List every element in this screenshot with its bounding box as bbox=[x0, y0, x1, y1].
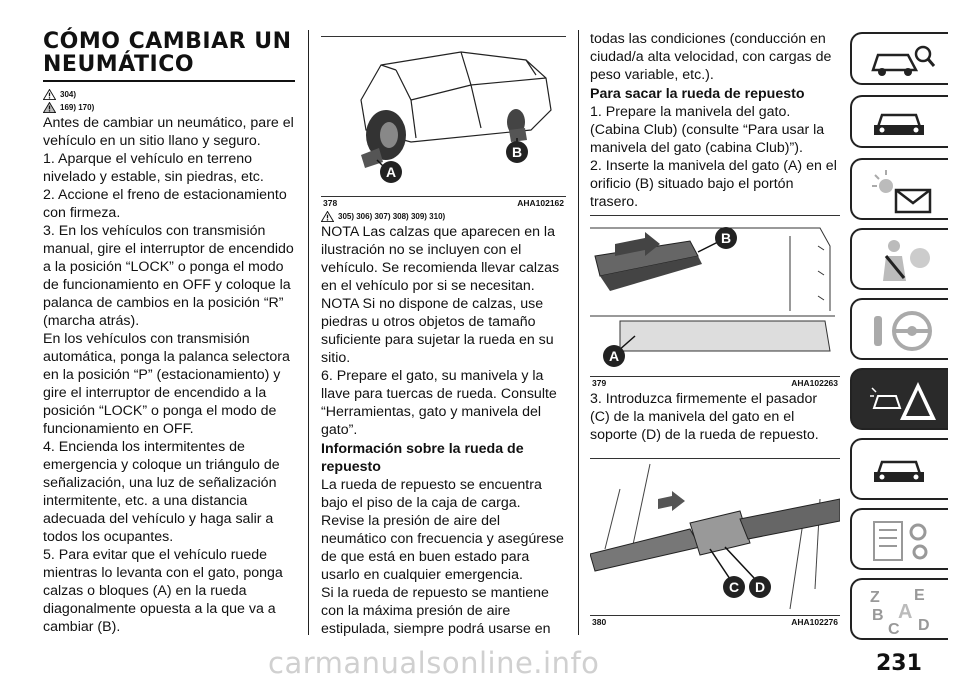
title-underline bbox=[43, 80, 295, 82]
step-1: 1. Aparque el vehículo en terreno nivelado y estable, sin piedras, etc. bbox=[43, 151, 264, 185]
figure-code: AHA102263 bbox=[791, 378, 838, 388]
tab-maintenance[interactable] bbox=[850, 438, 948, 500]
figure-caption bbox=[321, 197, 566, 208]
step-2: 2. Accione el freno de estacionamiento con firmeza. bbox=[43, 187, 287, 221]
figure-380 bbox=[590, 458, 840, 616]
warning-ref: 305) 306) 307) 308) 309) 310) bbox=[321, 210, 566, 223]
paragraph: Antes de cambiar un neumático, pare el vehículo en un sitio llano y seguro. bbox=[43, 115, 294, 149]
step-6: 6. Prepare el gato, su manivela y la llave para tuercas de rueda. Consulte “Herramientas, gato y manivela del gato”. bbox=[321, 368, 557, 438]
tab-warning-lights[interactable] bbox=[850, 158, 948, 220]
car-search-icon bbox=[868, 40, 938, 80]
section-heading: Información sobre la rueda de repuesto bbox=[321, 441, 524, 475]
page-number: 231 bbox=[876, 651, 922, 676]
car-front-icon bbox=[868, 103, 938, 143]
warning-ref: 304) bbox=[43, 88, 295, 101]
spare-wheel-pin-illustration bbox=[590, 459, 840, 615]
callout-a: A bbox=[608, 348, 620, 364]
step-1: 1. Prepare la manivela del gato. (Cabina Club) (consulte “Para usar la manivela del gato (cabina Club)”). bbox=[590, 104, 825, 156]
svg-text:E: E bbox=[914, 587, 925, 604]
warning-light-message-icon bbox=[868, 166, 938, 216]
column-divider bbox=[308, 30, 309, 635]
step-5: 5. Para evitar que el vehículo ruede mientras lo levanta con el gato, ponga calzas o bloques (A) en la rueda diagonalmente opuesta a la que va a cambiar (B). bbox=[43, 547, 283, 635]
jack-handle-insertion-illustration bbox=[590, 216, 840, 376]
step-4: 4. Encienda los intermitentes de emergencia y coloque un triángulo de señalización, una luz de señalización intermitente, etc. a una distancia adecuada del vehículo y haga salir a todos los ocupantes. bbox=[43, 439, 280, 545]
warning-triangle-icon bbox=[321, 211, 334, 222]
key-steering-wheel-icon bbox=[868, 306, 938, 356]
figure-number: 379 bbox=[592, 378, 607, 388]
step-3: 3. Introduzca firmemente el pasador (C) de la manivela del gato en el soporte (D) de la rueda de repuesto. bbox=[590, 391, 819, 443]
figure-378 bbox=[321, 30, 566, 197]
note-2: NOTA Si no dispone de calzas, use piedras u otros objetos de tamaño suficiente para sujetar la rueda en su sitio. bbox=[321, 296, 554, 366]
tab-vehicle-info[interactable] bbox=[850, 95, 948, 148]
column-3 bbox=[590, 30, 840, 627]
tab-technical-data[interactable] bbox=[850, 508, 948, 570]
column-divider bbox=[578, 30, 579, 635]
figure-379 bbox=[590, 215, 840, 377]
svg-text:A: A bbox=[898, 601, 913, 623]
paragraph: En los vehículos con transmisión automática, ponga la palanca selectora en la posición “P” (estacionamiento) y gire el interruptor de encendido a la posición “LOCK” o ponga el modo de funcionamiento en OFF. bbox=[43, 331, 290, 437]
paragraph: todas las condiciones (conducción en ciudad/a alta velocidad, con cargas de peso variable, etc.). bbox=[590, 31, 832, 83]
truck-wheel-chock-illustration bbox=[321, 30, 566, 195]
figure-caption bbox=[590, 616, 840, 627]
figure-code: AHA102276 bbox=[791, 617, 838, 627]
tab-vehicle-overview[interactable] bbox=[850, 32, 948, 85]
callout-a: A bbox=[385, 164, 397, 180]
specifications-gear-icon bbox=[868, 516, 938, 566]
tab-emergency[interactable] bbox=[850, 368, 948, 430]
caution-triangle-icon bbox=[43, 102, 56, 113]
svg-text:C: C bbox=[888, 621, 900, 636]
figure-number: 378 bbox=[323, 198, 338, 208]
svg-text:Z: Z bbox=[870, 589, 880, 606]
column-1 bbox=[43, 30, 295, 636]
seatbelt-airbag-icon bbox=[868, 236, 938, 286]
step-2: 2. Inserte la manivela del gato (A) en el orificio (B) situado bajo el portón trasero. bbox=[590, 158, 837, 210]
page-title: CÓMO CAMBIAR UN NEUMÁTICO bbox=[43, 29, 292, 77]
tab-safety[interactable] bbox=[850, 228, 948, 290]
svg-text:B: B bbox=[872, 607, 884, 624]
figure-number: 380 bbox=[592, 617, 607, 627]
emergency-warning-icon bbox=[868, 376, 938, 426]
tab-driving[interactable] bbox=[850, 298, 948, 360]
watermark: carmanualsonline.info bbox=[268, 646, 600, 680]
step-3: 3. En los vehículos con transmisión manual, gire el interruptor de encendido a la posición “LOCK” o ponga el modo de funcionamiento en OFF y coloque la palanca de cambios en la posición “R” (marcha atrás). bbox=[43, 223, 294, 329]
paragraph: Si la rueda de repuesto se mantiene con la máxima presión de aire estipulada, siempre podrá usarse en bbox=[321, 585, 551, 637]
tab-index[interactable] bbox=[850, 578, 948, 640]
callout-b: B bbox=[511, 144, 523, 160]
alphabet-index-icon bbox=[868, 586, 938, 636]
column-2 bbox=[321, 30, 566, 638]
callout-d: D bbox=[754, 579, 766, 595]
callout-b: B bbox=[720, 230, 732, 246]
figure-code: AHA102162 bbox=[517, 198, 564, 208]
car-service-icon bbox=[868, 446, 938, 496]
figure-caption bbox=[590, 377, 840, 388]
warning-triangle-icon bbox=[43, 89, 56, 100]
section-heading: Para sacar la rueda de repuesto bbox=[590, 86, 805, 102]
svg-text:D: D bbox=[918, 617, 930, 634]
caution-ref: 169) 170) bbox=[43, 101, 295, 114]
paragraph: La rueda de repuesto se encuentra bajo el piso de la caja de carga. Revise la presión de aire del neumático con frecuencia y asegúrese de que está en buen estado para usarlo en cualquier emergencia. bbox=[321, 477, 564, 583]
callout-c: C bbox=[728, 579, 740, 595]
note-1: NOTA Las calzas que aparecen en la ilustración no se incluyen con el vehículo. Se recomienda llevar calzas en el vehículo por si se necesitan. bbox=[321, 224, 560, 294]
